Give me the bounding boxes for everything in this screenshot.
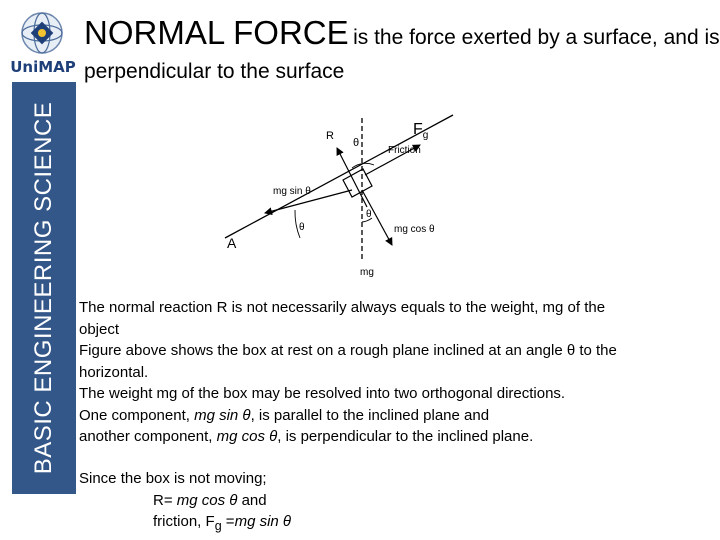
title-main: NORMAL FORCE [84,14,349,51]
label-theta-base: θ [299,222,305,233]
label-a: A [227,235,237,251]
label-theta-mid: θ [366,209,372,220]
label-theta-top: θ [353,137,360,149]
body-line-1: The normal reaction R is not necessarily always equals to the weight, mg of the [79,299,606,316]
label-friction: Friction [388,145,421,156]
sidebar-label: BASIC ENGINEERING SCIENCE [30,101,57,475]
label-mg-sin: mg sin θ [273,186,311,197]
label-mg: mg [360,267,374,278]
label-r: R [326,130,334,142]
conclusion-text [79,468,291,538]
label-mg-cos: mg cos θ [394,224,435,235]
body-line-7: another component, mg cos θ, is perpendicular to the inclined plane. [79,428,534,445]
label-fg: $F_g$ [413,121,429,141]
explanation-text [79,297,709,448]
body-line-5: The weight mg of the box may be resolved into two orthogonal directions. [79,385,566,402]
body-line-2: object [79,320,120,338]
logo-text: UniMAP [10,58,76,76]
body-line-3: Figure above shows the box at rest on a rough plane inclined at an angle θ to the [79,342,617,359]
title-rest: is the force exerted by a surface, and is [353,26,720,49]
since-line-2: R= mg cos θ and [153,491,267,509]
body-line-4: horizontal. [79,363,149,381]
since-line-3: friction, $F_g =mg$ sin θ [153,513,292,533]
since-line-1: Since the box is not moving; [79,470,267,487]
body-line-6: One component, mg sin θ, is parallel to the inclined plane and [79,406,490,424]
title-line2: perpendicular to the surface [84,60,345,83]
